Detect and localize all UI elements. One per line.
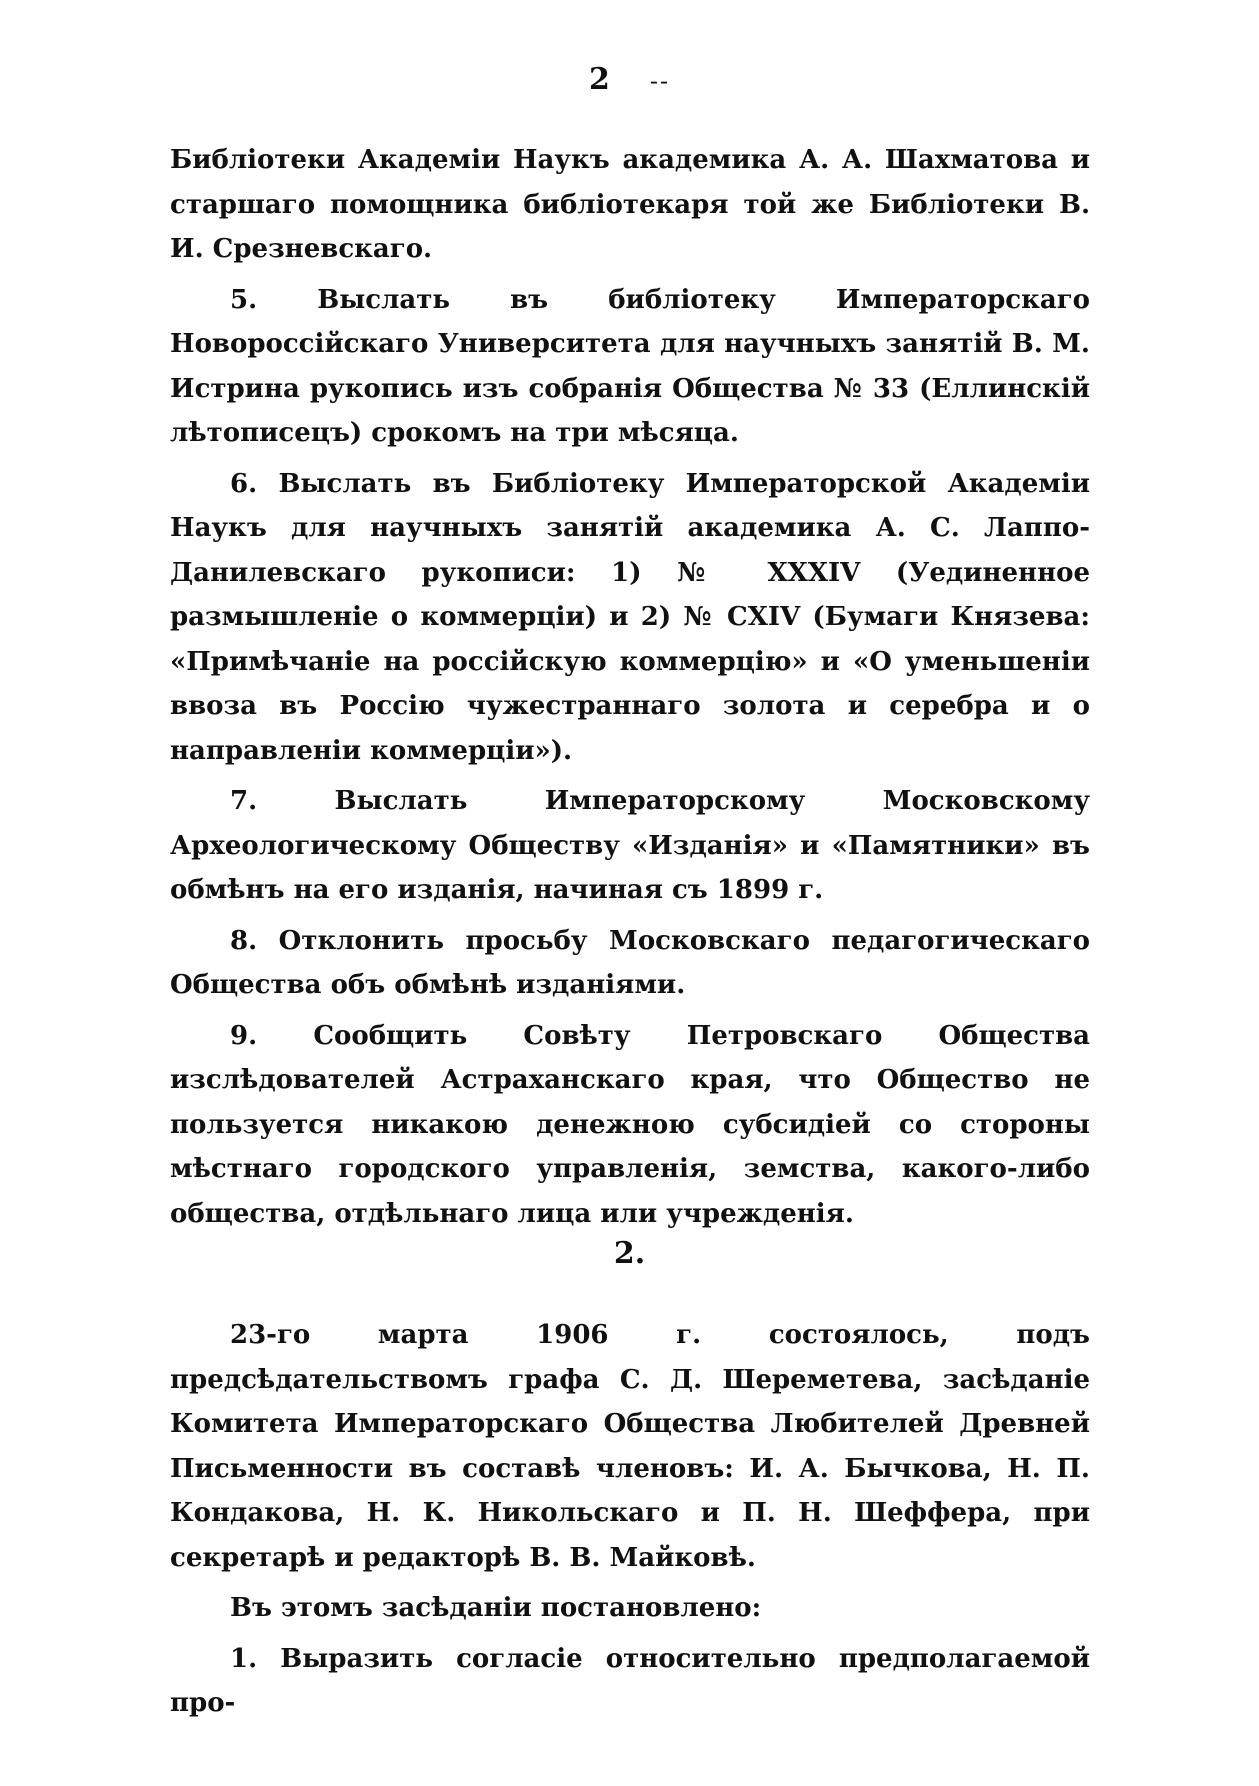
paragraph-resolved: Въ этомъ засѣданіи постановлено: (230, 1593, 762, 1623)
page-number: 2 (588, 62, 612, 97)
paragraph-meeting-intro: 23-го марта 1906 г. состоялось, подъ предсѣдательствомъ графа С. Д. Шереметева, засѣданіе Комитета Императорскаго Общества Любителей Древней Письменности въ составѣ членовъ: И. А. Бычкова, Н. П. Кондакова, Н. К. Никольскаго и П. Н. Шеффера, при секретарѣ и редакторѣ В. В. Майковѣ. (170, 1320, 1090, 1573)
paragraph-item-8: 8. Отклонить просьбу Московскаго педагогическаго Общества объ обмѣнѣ изданіями. (170, 925, 1090, 1000)
paragraph-item-9: 9. Сообщить Совѣту Петровскаго Общества изслѣдователей Астраханскаго края, что Общество не пользуется никакою денежною субсидіей со стороны мѣстнаго городского управленія, земства, какого-либо общества, отдѣльнаго лица или учрежденія. (170, 1020, 1090, 1229)
paragraph-item-7: 7. Выслать Императорскому Московскому Археологическому Обществу «Изданія» и «Памятники» въ обмѣнъ на его изданія, начиная съ 1899 г. (170, 786, 1090, 905)
text-block-bottom (170, 1313, 1090, 1726)
page-header (0, 62, 1259, 97)
paragraph-continuation: Библіотеки Академіи Наукъ академика А. А. Шахматова и старшаго помощника библіотекаря той же Библіотеки В. И. Срезневскаго. (170, 145, 1090, 264)
paragraph-item-5: 5. Выслать въ библіотеку Императорскаго Новороссійскаго Университета для научныхъ занятій В. М. Истрина рукопись изъ собранія Общества № 33 (Еллинскій лѣтописецъ) срокомъ на три мѣсяца. (170, 284, 1090, 448)
header-dash: -- (649, 67, 671, 95)
text-block-top (170, 138, 1090, 1236)
paragraph-item-6: 6. Выслать въ Библіотеку Императорской Академіи Наукъ для научныхъ занятій академика А. С. Лаппо-Данилевскаго рукописи: 1) № XXXIV (Уединенное размышленіе о коммерціи) и 2) № CXIV (Бумаги Князева: «Примѣчаніе на россійскую коммерцію» и «О уменьшеніи ввоза въ Россію чужестраннаго золота и серебра и о направленіи коммерціи»). (170, 468, 1090, 766)
section-number: 2. (613, 1236, 646, 1271)
paragraph-item-1: 1. Выразить согласіе относительно предполагаемой про- (170, 1643, 1090, 1718)
